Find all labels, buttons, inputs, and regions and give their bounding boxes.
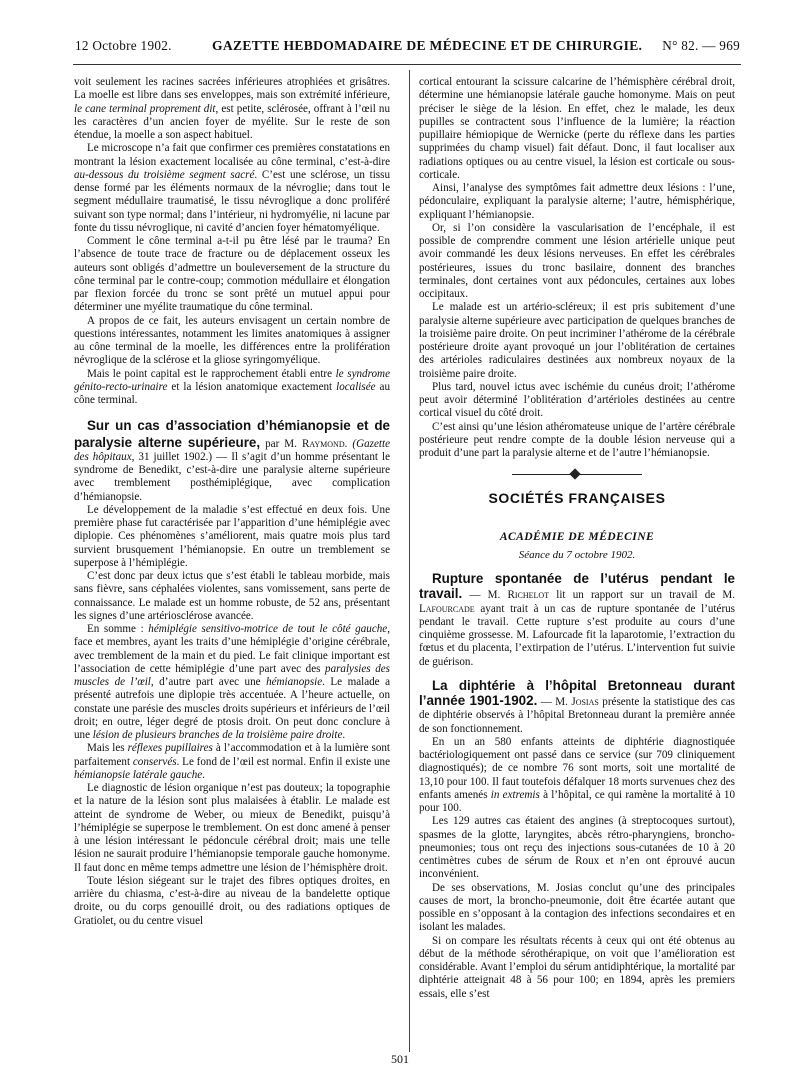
column-divider: [409, 70, 410, 1052]
paragraph: En un an 580 enfants atteints de diphtérie diagnostiquée bactériologiquement ont passé dans ce service (sur 709 cliniquement diagnostiqués); de ce nombre 76 sont morts, soit une mortalité de 13,10 pour 100. Il faut toutefois défalquer 18 morts survenues chez des enfants amenés in extremis à l’hôpital, ce qui ramène la mortalité à 10 pour 100.: [419, 735, 735, 814]
paragraph: Le microscope n’a fait que confirmer ces premières constatations en montrant la lésion exactement localisée au cône terminal, c’est-à-dire au-dessous du troisième segment sacré. C’est une sclérose, un tissu dense formé par les éléments normaux de la névroglie; dans tout le segment médullaire traumatisé, le tissu névroglique a donc proliféré suivant son type normal; dans l’intérieur, ni hydromyélie, ni lacune par fonte du tissu névroglique, ni cavité d’ancien foyer hématomyélique.: [74, 142, 390, 234]
left-column: [74, 76, 390, 928]
page-number: 501: [391, 1052, 409, 1066]
article-heading: La diphtérie à l’hôpital Bretonneau durant l’année 1901-1902. — M. Josias présente la statistique des cas de diphtérie observés à l’hôpital Bretonneau durant la première année de son fonctionnement.: [419, 677, 735, 735]
section-ornament: [512, 470, 642, 478]
article-title: Sur un cas d’association d’hémianopsie et de paralysie alterne supérieure,: [74, 418, 390, 450]
author-name: Richelot: [507, 589, 550, 602]
journal-title: GAZETTE HEBDOMADAIRE DE MÉDECINE ET DE CHIRURGIE.: [212, 38, 643, 53]
article-heading: Rupture spontanée de l’utérus pendant le travail. — M. Richelot lit un rapport sur un travail de M. Lafourcade ayant trait à un cas de rupture spontanée de l’utérus pendant le travail. Cette rupture s’est produite au cours d’une cinquième grossesse. M. Lafourcade fit la laparotomie, l’extraction du fœtus et du placenta, l’extirpation de l’utérus. L’intervention fut suivie de guérison.: [419, 571, 735, 668]
author-name: Lafourcade: [419, 602, 475, 615]
paragraph: Le malade est un artério-scléreux; il est pris subitement d’une paralysie alterne supérieure avec participation de quelques branches de la troisième paire droite. On peut incriminer l’athérome de la cérébrale postérieure droite ayant provoqué un jour l’oblitération de certaines des artérioles radiculaires destinées aux nombreux noyaux de la troisième paire droite.: [419, 301, 735, 380]
paragraph: cortical entourant la scissure calcarine de l’hémisphère cérébral droit, détermine une hémianopsie latérale gauche homonyme. Mais on peut préciser le siège de la lésion. En effet, chez le malade, les deux pupilles se contractent sous l’influence de la lumière; la réaction pupillaire hémiopique de Wernicke (perte du réflexe dans les parties supprimées du champ visuel) fait défaut. Donc, il faut localiser aux radiations optiques ou au centre visuel, la lésion est corticale ou sous-corticale.: [419, 76, 735, 181]
issue-number: N° 82. — 969: [662, 38, 740, 53]
paragraph: A propos de ce fait, les auteurs envisagent un certain nombre de questions intéressantes, notamment les limites anatomiques à assigner au cône terminal de la moelle, les différences entre la prolifération névroglique de la sclérose et la gliose syringomyélique.: [74, 314, 390, 367]
session-date: Séance du 7 octobre 1902.: [518, 548, 636, 561]
paragraph: Le diagnostic de lésion organique n’est pas douteux; la topographie et la nature de la lésion sont plus malaisées à établir. Le malade est atteint de syndrome de Weber, ou mieux de Benedikt, puisqu’à l’hémiplégie se superpose le tremblement. On est donc amené à penser à une lésion intéressant le pédoncule cérébral droit; mais une telle lésion ne saurait produire l’hémianopsie temporale gauche homonyme. Il faut donc en même temps admettre une lésion de l’hémisphère droit.: [74, 782, 390, 874]
paragraph: Comment le cône terminal a-t-il pu être lésé par le trauma? En l’absence de toute trace de fracture ou de déplacement osseux les auteurs sont obligés d’admettre un bouleversement de la structure du cône terminal par le contre-coup; commotion médullaire et élongation par flexion forcée du tronc se sont prêté un mutuel appui pour déterminer une myélite traumatique du cône terminal.: [74, 235, 390, 314]
article-title: Rupture spontanée de l’utérus pendant le travail.: [419, 571, 735, 602]
author-name: Josias: [571, 696, 599, 708]
society-heading: ACADÉMIE DE MÉDECINE: [499, 529, 655, 543]
paragraph: C’est donc par deux ictus que s’est établi le tableau morbide, mais sans fièvre, sans céphalées violentes, sans vomissement, sans perte de connaissance. Le malade est un homme robuste, de 52 ans, présentant les signes d’une artériosclérose avancée.: [74, 570, 390, 622]
paragraph: Or, si l’on considère la vascularisation de l’encéphale, il est possible de comprendre comment une lésion artérielle unique peut avoir commandé les deux lésions nerveuses. En effet les cérébrales postérieures, issues du tronc basilaire, donnent des branches terminales, dont certaines vont aux pédoncules, certaines aux lobes occipitaux.: [419, 221, 735, 300]
paragraph: Toute lésion siégeant sur le trajet des fibres optiques droites, en arrière du chiasma, c’est-à-dire au niveau de la bandelette optique droite, ou du corps genouillé droit, ou des radiations optiques de Gratiolet, ou du centre visuel: [74, 874, 390, 927]
author-name: Raymond: [301, 437, 345, 450]
section-heading: SOCIÉTÉS FRANÇAISES: [488, 490, 666, 507]
paragraph: Si on compare les résultats récents à ceux qui ont été obtenus au début de la méthode sérothérapique, on voit que l’amélioration est considérable. Avant l’emploi du sérum antidiphtérique, la mortalité par diphtérie atteignait 48 à 56 pour 100; en 1894, après les premiers essais, elle s’est: [419, 934, 735, 1000]
paragraph: Plus tard, nouvel ictus avec ischémie du cunéus droit; l’athérome peut avoir déterminé l’oblitération d’artérioles destinées au centre cortical visuel du côté droit.: [419, 380, 735, 420]
article-heading: Sur un cas d’association d’hémianopsie et de paralysie alterne supérieure, par M. Raymond. (Gazette des hôpitaux, 31 juillet 1902.) — Il s’agit d’un homme présentant le syndrome de Benedikt, c’est-à-dire une paralysie alterne supérieure avec tremblement posthémiplégique, avec complication d’hémianopsie.: [74, 418, 390, 503]
header-rule: [73, 64, 741, 65]
paragraph: Mais le point capital est le rapprochement établi entre le syndrome génito-recto-urinaire et la lésion anatomique exactement localisée au cône terminal.: [74, 367, 390, 406]
right-column: [419, 76, 735, 1001]
paragraph: Mais les réflexes pupillaires à l’accommodation et à la lumière sont parfaitement conservés. Le fond de l’œil est normal. Enfin il existe une hémianopsie latérale gauche.: [74, 742, 390, 781]
issue-date: 12 Octobre 1902.: [75, 38, 172, 53]
paragraph: voit seulement les racines sacrées inférieures atrophiées et grisâtres. La moelle est libre dans ses enveloppes, mais son extrémité inférieure, le cane terminal proprement dit, est petite, sclérosée, offrant à l’œil nu les caractères d’un ancien foyer de myélite. Sur le reste de son étendue, la moelle a son aspect habituel.: [74, 76, 390, 141]
paragraph: Ainsi, l’analyse des symptômes fait admettre deux lésions : l’une, pédonculaire, expliquant la paralysie alterne; l’autre, hémisphérique, expliquant l’hémianopsie.: [419, 182, 735, 221]
article-title: La diphtérie à l’hôpital Bretonneau durant l’année 1901-1902.: [419, 677, 735, 708]
running-header: [75, 38, 740, 58]
paragraph: En somme : hémiplégie sensitivo-motrice de tout le côté gauche, face et membres, ayant les traits d’une hémiplégie d’origine cérébrale, avec tremblement de la main et du pied. Le fait clinique important est l’association de cette hémiplégie d’une part avec des paralysies des muscles de l’œil, d’autre part avec une hémianopsie. Le malade a présenté autrefois une diplopie très accentuée. A l’heure actuelle, on constate une parésie des muscles droits supérieurs et inférieurs de l’œil droit; en outre, léger degré de ptosis droit. On peut donc conclure à une lésion de plusieurs branches de la troisième paire droite.: [74, 623, 391, 741]
paragraph: De ses observations, M. Josias conclut qu’une des principales causes de mort, la broncho-pneumonie, doit être écartée autant que possible en s’opposant à la contagion des infections secondaires et en isolant les malades.: [419, 881, 735, 934]
paragraph: Les 129 autres cas étaient des angines (à streptocoques surtout), spasmes de la glotte, laryngites, abcès rétro-pharyngiens, broncho-pneumonies; tous ont reçu des injections sous-cutanées de 10 à 20 centimètres cubes de sérum de Roux et n’en ont éprouvé aucun inconvénient.: [419, 815, 735, 881]
paragraph: Le développement de la maladie s’est effectué en deux fois. Une première phase fut caractérisée par l’apparition d’une hémiplégie avec diplopie. Ces phénomènes s’améliorent, mais quatre mois plus tard survient brusquement l’hémianopsie. En outre un tremblement se superpose à l’hémiplégie.: [74, 503, 390, 569]
paragraph: C’est ainsi qu’une lésion athéromateuse unique de l’artère cérébrale postérieure peut rendre compte de la double lésion nerveuse qui a produit d’une part la paralysie alterne et de l’autre l’hémianopsie.: [419, 420, 735, 459]
